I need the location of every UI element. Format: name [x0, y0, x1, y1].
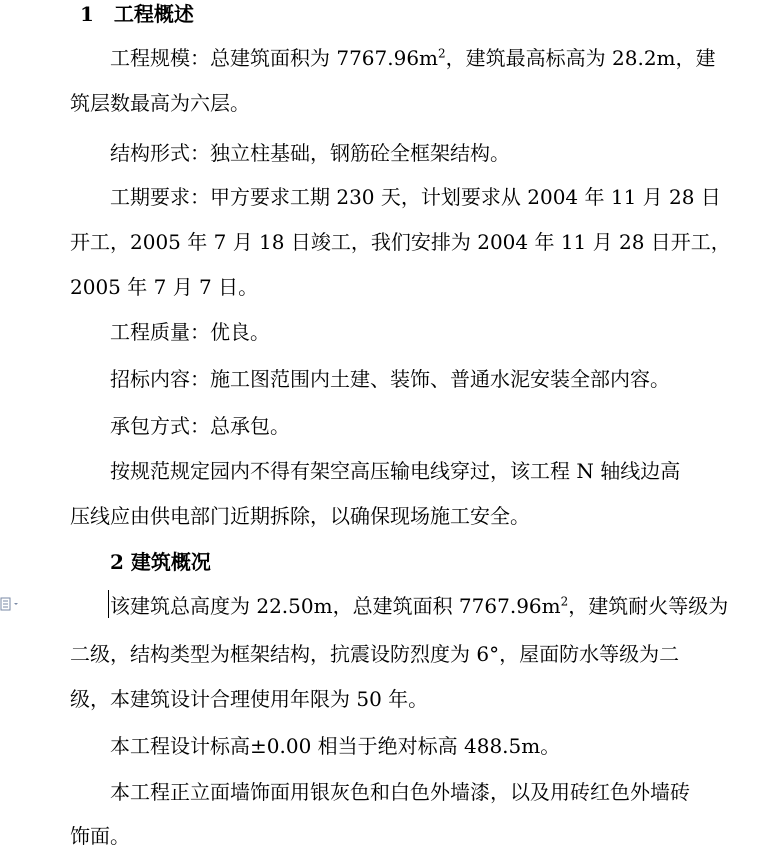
paragraph-facade: 本工程正立面墙饰面用银灰色和白色外墙漆，以及用砖红色外墙砖 — [110, 780, 690, 804]
paragraph-quality: 工程质量：优良。 — [110, 320, 270, 344]
scale-text-tail: ，建筑最高标高为 28.2m，建 — [445, 46, 716, 70]
text-cursor — [108, 590, 109, 618]
section-2-heading: 2 建筑概况 — [110, 550, 211, 574]
scale-text: 工程规模：总建筑面积为 7767.96m — [110, 46, 439, 70]
scale-superscript: 2 — [438, 46, 446, 61]
paragraph-power-line-cont: 压线应由供电部门近期拆除，以确保现场施工安全。 — [70, 504, 530, 528]
paragraph-scale-cont: 筑层数最高为六层。 — [70, 91, 250, 115]
paragraph-options-icon[interactable] — [0, 596, 22, 612]
paragraph-scale — [110, 44, 742, 72]
paragraph-structure: 结构形式：独立柱基础，钢筋砼全框架结构。 — [110, 141, 510, 165]
paragraph-tender-scope: 招标内容：施工图范围内土建、装饰、普通水泥安装全部内容。 — [110, 367, 670, 391]
paragraph-schedule: 工期要求：甲方要求工期 230 天，计划要求从 2004 年 11 月 28 日 — [110, 185, 721, 209]
paragraph-building-cont-2: 级，本建筑设计合理使用年限为 50 年。 — [70, 687, 429, 711]
paragraph-building — [110, 592, 742, 620]
paragraph-building-cont-1: 二级，结构类型为框架结构，抗震设防烈度为 6°，屋面防水等级为二 — [70, 642, 680, 666]
paragraph-schedule-cont-2: 2005 年 7 月 7 日。 — [70, 275, 259, 299]
building-superscript: 2 — [560, 594, 569, 609]
building-text: 该建筑总高度为 22.50m，总建筑面积 7767.96m — [110, 594, 561, 618]
paragraph-schedule-cont-1: 开工，2005 年 7 月 18 日竣工，我们安排为 2004 年 11 月 28 日开工， — [70, 230, 731, 254]
paragraph-power-line: 按规范规定园内不得有架空高压输电线穿过，该工程 N 轴线边高 — [110, 459, 681, 483]
paragraph-contract-mode: 承包方式：总承包。 — [110, 414, 290, 438]
section-1-heading: 1 工程概述 — [80, 2, 194, 26]
paragraph-elevation: 本工程设计标高±0.00 相当于绝对标高 488.5m。 — [110, 734, 561, 758]
paragraph-facade-cont: 饰面。 — [70, 824, 130, 848]
building-text-tail: ，建筑耐火等级为 — [568, 594, 729, 618]
